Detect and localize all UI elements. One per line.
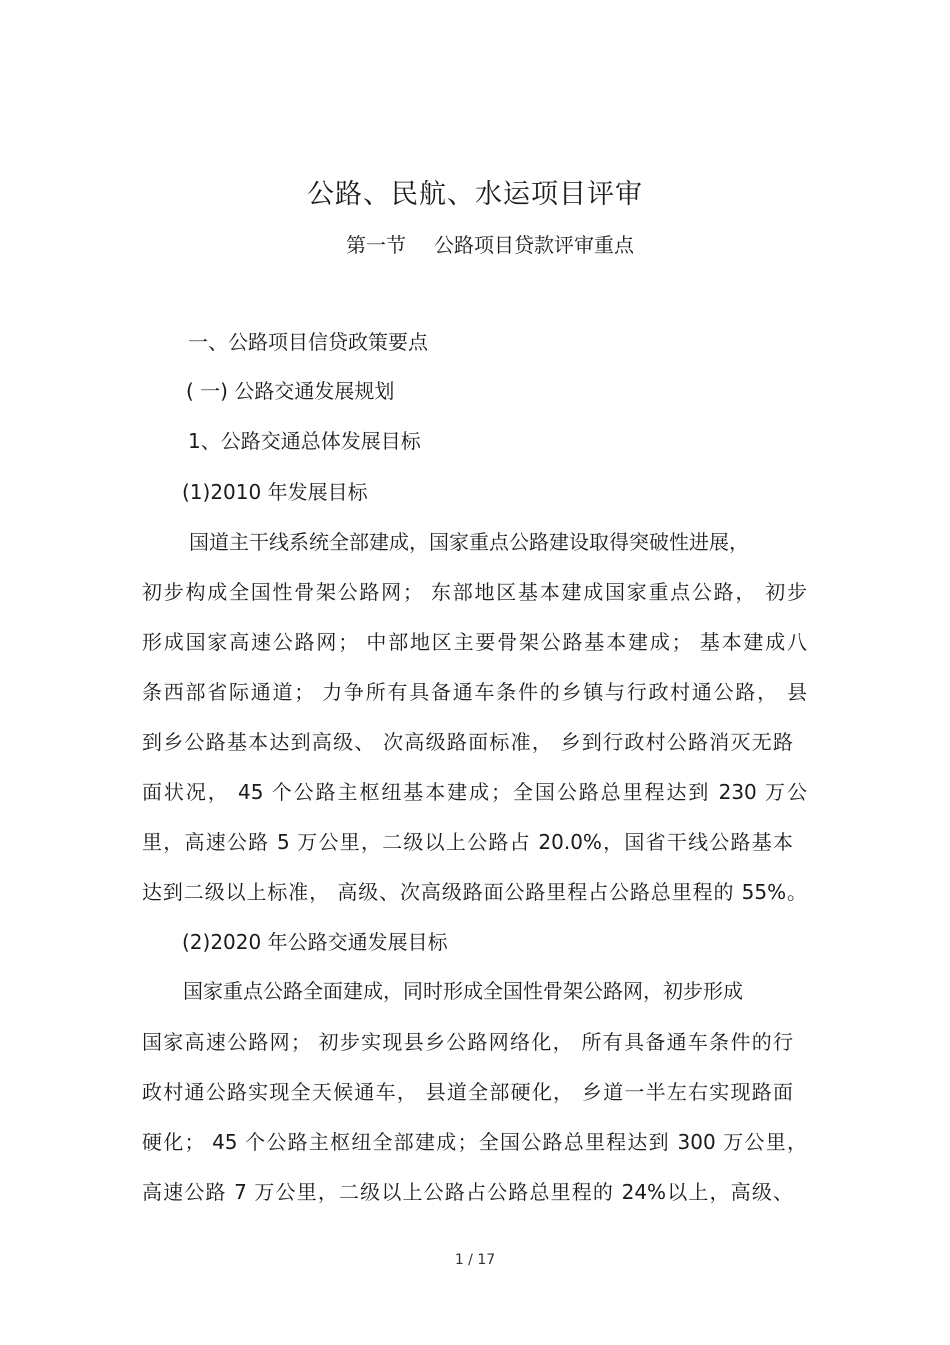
page-number: 1 / 17 (454, 1252, 496, 1268)
paragraph-line: 国家高速公路网； 初步实现县乡公路网络化， 所有具备通车条件的行 (142, 1030, 793, 1054)
section-title: 公路项目贷款评审重点 (434, 233, 634, 257)
heading-2020-goals: (2)2020 年公路交通发展目标 (182, 930, 448, 954)
paragraph-line: 条西部省际通道； 力争所有具备通车条件的乡镇与行政村通公路， 县 (142, 680, 807, 704)
heading-development-plan: ( 一) 公路交通发展规划 (186, 379, 395, 403)
paragraph-line: 面状况， 45 个公路主枢纽基本建成；全国公路总里程达到 230 万公 (142, 780, 807, 804)
paragraph-line: 高速公路 7 万公里，二级以上公路占公路总里程的 24%以上，高级、 (142, 1180, 793, 1204)
section-heading (0, 229, 950, 258)
paragraph-line: 达到二级以上标准， 高级、次高级路面公路里程占公路总里程的 55%。 (142, 880, 807, 904)
paragraph-line: 国家重点公路全面建成，同时形成全国性骨架公路网，初步形成 (183, 979, 743, 1003)
heading-policy-points: 一、公路项目信贷政策要点 (188, 330, 428, 354)
paragraph-line: 形成国家高速公路网； 中部地区主要骨架公路基本建成； 基本建成八 (142, 630, 807, 654)
paragraph-line: 里，高速公路 5 万公里，二级以上公路占 20.0%，国省干线公路基本 (142, 830, 793, 854)
heading-2010-goals: (1)2010 年发展目标 (182, 480, 368, 504)
heading-overall-goals: 1、公路交通总体发展目标 (188, 429, 421, 453)
paragraph-line: 到乡公路基本达到高级、 次高级路面标准， 乡到行政村公路消灭无路 (142, 730, 793, 754)
paragraph-line: 硬化； 45 个公路主枢纽全部建成；全国公路总里程达到 300 万公里， (142, 1130, 807, 1154)
document-title: 公路、民航、水运项目评审 (307, 179, 643, 210)
paragraph-line: 国道主干线系统全部建成，国家重点公路建设取得突破性进展， (189, 530, 749, 554)
section-label: 第一节 (346, 233, 406, 257)
paragraph-line: 政村通公路实现全天候通车， 县道全部硬化， 乡道一半左右实现路面 (142, 1080, 793, 1104)
paragraph-line: 初步构成全国性骨架公路网； 东部地区基本建成国家重点公路， 初步 (142, 580, 807, 604)
